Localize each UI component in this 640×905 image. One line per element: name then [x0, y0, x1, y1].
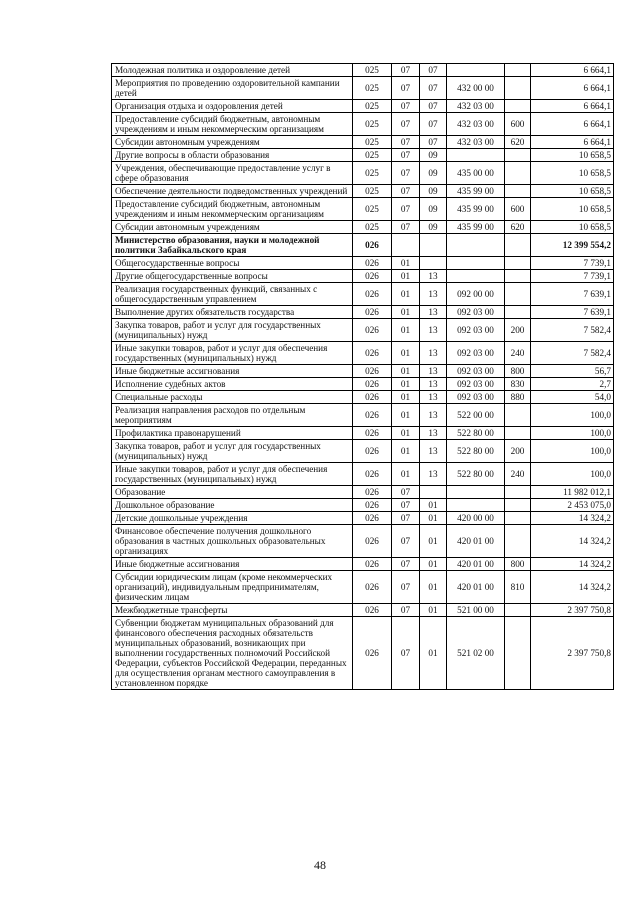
table-row — [112, 391, 614, 404]
table-row — [112, 365, 614, 378]
cell-amount: 6 664,1 — [531, 113, 614, 136]
cell-subsection: 13 — [420, 270, 447, 283]
table-row — [112, 486, 614, 499]
cell-expense-type — [505, 100, 531, 113]
cell-section: 07 — [392, 499, 420, 512]
cell-grbs: 026 — [353, 463, 392, 486]
cell-expense-type — [505, 257, 531, 270]
cell-grbs: 025 — [353, 162, 392, 185]
cell-amount: 100,0 — [531, 427, 614, 440]
cell-subsection — [420, 486, 447, 499]
cell-name: Мероприятия по проведению оздоровительной кампании детей — [112, 77, 353, 100]
cell-expense-type — [505, 427, 531, 440]
table-row — [112, 306, 614, 319]
cell-target-item: 435 99 00 — [447, 221, 505, 234]
cell-grbs: 026 — [353, 617, 392, 690]
table-row — [112, 100, 614, 113]
cell-name: Предоставление субсидий бюджетным, автономным учреждениям и иным некоммерческим организациям — [112, 198, 353, 221]
cell-target-item: 092 03 00 — [447, 365, 505, 378]
cell-name: Детские дошкольные учреждения — [112, 512, 353, 525]
cell-section: 01 — [392, 391, 420, 404]
cell-grbs: 025 — [353, 113, 392, 136]
cell-expense-type: 240 — [505, 463, 531, 486]
cell-grbs: 026 — [353, 283, 392, 306]
cell-subsection: 13 — [420, 463, 447, 486]
cell-section: 01 — [392, 342, 420, 365]
cell-expense-type — [505, 270, 531, 283]
cell-section: 07 — [392, 604, 420, 617]
cell-target-item: 432 03 00 — [447, 113, 505, 136]
cell-expense-type: 600 — [505, 113, 531, 136]
cell-grbs: 026 — [353, 512, 392, 525]
cell-target-item: 420 01 00 — [447, 525, 505, 558]
cell-subsection: 13 — [420, 342, 447, 365]
table-row — [112, 221, 614, 234]
cell-target-item: 092 03 00 — [447, 319, 505, 342]
cell-expense-type — [505, 64, 531, 77]
cell-name: Закупка товаров, работ и услуг для государственных (муниципальных) нужд — [112, 440, 353, 463]
cell-section — [392, 234, 420, 257]
cell-amount: 2,7 — [531, 378, 614, 391]
cell-name: Исполнение судебных актов — [112, 378, 353, 391]
cell-expense-type: 240 — [505, 342, 531, 365]
cell-name: Реализация направления расходов по отдельным мероприятиям — [112, 404, 353, 427]
cell-name: Субсидии юридическим лицам (кроме некоммерческих организаций), индивидуальным предпринимателям, физическим лицам — [112, 571, 353, 604]
cell-target-item — [447, 270, 505, 283]
cell-section: 01 — [392, 463, 420, 486]
cell-amount: 100,0 — [531, 463, 614, 486]
table-row — [112, 136, 614, 149]
cell-section: 07 — [392, 558, 420, 571]
cell-subsection: 13 — [420, 404, 447, 427]
table-row — [112, 427, 614, 440]
cell-grbs: 025 — [353, 77, 392, 100]
cell-grbs: 026 — [353, 499, 392, 512]
cell-subsection: 09 — [420, 162, 447, 185]
cell-section: 01 — [392, 306, 420, 319]
cell-name: Учреждения, обеспечивающие предоставление услуг в сфере образования — [112, 162, 353, 185]
cell-target-item: 435 99 00 — [447, 198, 505, 221]
cell-amount: 100,0 — [531, 440, 614, 463]
cell-amount: 7 582,4 — [531, 342, 614, 365]
cell-subsection: 01 — [420, 571, 447, 604]
table-row — [112, 499, 614, 512]
cell-grbs: 025 — [353, 64, 392, 77]
cell-section: 01 — [392, 378, 420, 391]
cell-amount: 12 399 554,2 — [531, 234, 614, 257]
cell-subsection: 13 — [420, 365, 447, 378]
cell-amount: 7 582,4 — [531, 319, 614, 342]
cell-amount: 7 739,1 — [531, 257, 614, 270]
cell-grbs: 026 — [353, 319, 392, 342]
cell-expense-type — [505, 283, 531, 306]
table-row — [112, 378, 614, 391]
cell-target-item: 092 03 00 — [447, 391, 505, 404]
table-row — [112, 604, 614, 617]
cell-name: Финансовое обеспечение получения дошкольного образования в частных дошкольных образовательных организациях — [112, 525, 353, 558]
cell-expense-type: 620 — [505, 221, 531, 234]
cell-section: 07 — [392, 221, 420, 234]
cell-target-item: 522 80 00 — [447, 440, 505, 463]
table-row — [112, 319, 614, 342]
cell-section: 07 — [392, 617, 420, 690]
cell-target-item: 521 02 00 — [447, 617, 505, 690]
cell-expense-type — [505, 77, 531, 100]
cell-subsection: 07 — [420, 77, 447, 100]
cell-expense-type — [505, 162, 531, 185]
cell-name: Иные бюджетные ассигнования — [112, 558, 353, 571]
cell-expense-type: 810 — [505, 571, 531, 604]
cell-target-item: 420 01 00 — [447, 558, 505, 571]
cell-expense-type — [505, 604, 531, 617]
cell-amount: 6 664,1 — [531, 77, 614, 100]
cell-grbs: 025 — [353, 198, 392, 221]
cell-grbs: 026 — [353, 558, 392, 571]
cell-name: Молодежная политика и оздоровление детей — [112, 64, 353, 77]
cell-section: 01 — [392, 427, 420, 440]
cell-name: Субвенции бюджетам муниципальных образований для финансового обеспечения расходных обязательств муниципальных образований, возникающих при выполнении государственных полномочий Российской Федерации, субъектов Российской Федерации, переданных для осуществления органам местного самоуправления в установленном порядке — [112, 617, 353, 690]
cell-target-item: 420 00 00 — [447, 512, 505, 525]
cell-subsection: 01 — [420, 558, 447, 571]
cell-grbs: 026 — [353, 404, 392, 427]
cell-subsection: 13 — [420, 306, 447, 319]
cell-target-item: 522 80 00 — [447, 463, 505, 486]
cell-section: 01 — [392, 270, 420, 283]
cell-name: Реализация государственных функций, связанных с общегосударственным управлением — [112, 283, 353, 306]
cell-amount: 10 658,5 — [531, 149, 614, 162]
cell-grbs: 025 — [353, 185, 392, 198]
cell-expense-type: 800 — [505, 558, 531, 571]
table-body — [112, 64, 614, 690]
cell-subsection: 01 — [420, 525, 447, 558]
cell-amount: 10 658,5 — [531, 221, 614, 234]
cell-name: Субсидии автономным учреждениям — [112, 221, 353, 234]
cell-subsection: 01 — [420, 499, 447, 512]
cell-grbs: 025 — [353, 136, 392, 149]
page-number: 48 — [314, 858, 326, 872]
table-row — [112, 342, 614, 365]
cell-subsection: 13 — [420, 391, 447, 404]
cell-target-item: 420 01 00 — [447, 571, 505, 604]
cell-expense-type: 600 — [505, 198, 531, 221]
cell-section: 07 — [392, 486, 420, 499]
cell-name: Иные закупки товаров, работ и услуг для обеспечения государственных (муниципальных) нужд — [112, 463, 353, 486]
cell-name: Межбюджетные трансферты — [112, 604, 353, 617]
table-row — [112, 77, 614, 100]
cell-grbs: 025 — [353, 149, 392, 162]
cell-section: 07 — [392, 100, 420, 113]
table-row — [112, 270, 614, 283]
cell-expense-type — [505, 512, 531, 525]
cell-amount: 6 664,1 — [531, 136, 614, 149]
budget-table — [111, 63, 614, 690]
cell-grbs: 026 — [353, 257, 392, 270]
table-row — [112, 525, 614, 558]
cell-target-item — [447, 499, 505, 512]
cell-grbs: 026 — [353, 365, 392, 378]
cell-subsection: 07 — [420, 64, 447, 77]
cell-subsection: 09 — [420, 149, 447, 162]
cell-expense-type — [505, 486, 531, 499]
cell-section: 01 — [392, 257, 420, 270]
cell-expense-type — [505, 234, 531, 257]
cell-target-item: 092 00 00 — [447, 283, 505, 306]
cell-subsection — [420, 257, 447, 270]
cell-amount: 14 324,2 — [531, 571, 614, 604]
cell-name: Общегосударственные вопросы — [112, 257, 353, 270]
cell-section: 01 — [392, 319, 420, 342]
cell-target-item — [447, 257, 505, 270]
table-row — [112, 440, 614, 463]
table-row — [112, 162, 614, 185]
cell-amount: 100,0 — [531, 404, 614, 427]
cell-amount: 6 664,1 — [531, 64, 614, 77]
cell-section: 01 — [392, 365, 420, 378]
cell-name: Образование — [112, 486, 353, 499]
cell-section: 01 — [392, 404, 420, 427]
cell-target-item: 432 03 00 — [447, 100, 505, 113]
cell-target-item: 432 03 00 — [447, 136, 505, 149]
cell-section: 07 — [392, 571, 420, 604]
cell-target-item: 092 03 00 — [447, 342, 505, 365]
cell-expense-type — [505, 404, 531, 427]
cell-grbs: 026 — [353, 342, 392, 365]
cell-section: 07 — [392, 512, 420, 525]
table-row — [112, 571, 614, 604]
cell-expense-type — [505, 499, 531, 512]
table-row — [112, 463, 614, 486]
cell-expense-type: 200 — [505, 440, 531, 463]
cell-section: 07 — [392, 185, 420, 198]
cell-section: 07 — [392, 149, 420, 162]
cell-grbs: 025 — [353, 221, 392, 234]
cell-amount: 54,0 — [531, 391, 614, 404]
table-row — [112, 558, 614, 571]
cell-subsection: 01 — [420, 512, 447, 525]
cell-section: 01 — [392, 283, 420, 306]
cell-grbs: 025 — [353, 100, 392, 113]
cell-expense-type: 880 — [505, 391, 531, 404]
cell-amount: 10 658,5 — [531, 185, 614, 198]
cell-subsection — [420, 234, 447, 257]
cell-name: Иные бюджетные ассигнования — [112, 365, 353, 378]
cell-name: Выполнение других обязательств государства — [112, 306, 353, 319]
cell-target-item — [447, 486, 505, 499]
cell-name: Субсидии автономным учреждениям — [112, 136, 353, 149]
cell-target-item: 522 80 00 — [447, 427, 505, 440]
cell-grbs: 026 — [353, 440, 392, 463]
cell-grbs: 026 — [353, 378, 392, 391]
cell-target-item: 092 03 00 — [447, 378, 505, 391]
cell-target-item: 521 00 00 — [447, 604, 505, 617]
cell-target-item: 092 03 00 — [447, 306, 505, 319]
cell-target-item — [447, 149, 505, 162]
cell-amount: 7 639,1 — [531, 306, 614, 319]
cell-name: Дошкольное образование — [112, 499, 353, 512]
table-row — [112, 512, 614, 525]
table-row — [112, 64, 614, 77]
cell-subsection: 09 — [420, 221, 447, 234]
cell-name: Закупка товаров, работ и услуг для государственных (муниципальных) нужд — [112, 319, 353, 342]
table-row — [112, 185, 614, 198]
cell-name: Предоставление субсидий бюджетным, автономным учреждениям и иным некоммерческим организациям — [112, 113, 353, 136]
cell-amount: 7 739,1 — [531, 270, 614, 283]
cell-grbs: 026 — [353, 270, 392, 283]
table-row — [112, 198, 614, 221]
table-row — [112, 617, 614, 690]
cell-grbs: 026 — [353, 427, 392, 440]
cell-target-item: 432 00 00 — [447, 77, 505, 100]
table-row — [112, 404, 614, 427]
cell-amount: 7 639,1 — [531, 283, 614, 306]
cell-section: 07 — [392, 113, 420, 136]
cell-target-item — [447, 234, 505, 257]
cell-target-item — [447, 64, 505, 77]
cell-name: Профилактика правонарушений — [112, 427, 353, 440]
cell-expense-type — [505, 525, 531, 558]
cell-section: 07 — [392, 198, 420, 221]
cell-section: 07 — [392, 77, 420, 100]
cell-section: 07 — [392, 525, 420, 558]
cell-section: 07 — [392, 136, 420, 149]
cell-subsection: 13 — [420, 283, 447, 306]
cell-grbs: 026 — [353, 391, 392, 404]
cell-section: 01 — [392, 440, 420, 463]
cell-name: Другие общегосударственные вопросы — [112, 270, 353, 283]
cell-target-item: 435 99 00 — [447, 185, 505, 198]
cell-grbs: 026 — [353, 486, 392, 499]
cell-expense-type: 620 — [505, 136, 531, 149]
cell-name: Министерство образования, науки и молодежной политики Забайкальского края — [112, 234, 353, 257]
cell-expense-type — [505, 617, 531, 690]
cell-subsection: 13 — [420, 378, 447, 391]
cell-amount: 2 397 750,8 — [531, 604, 614, 617]
cell-subsection: 09 — [420, 198, 447, 221]
cell-amount: 6 664,1 — [531, 100, 614, 113]
table-row — [112, 149, 614, 162]
cell-subsection: 01 — [420, 617, 447, 690]
cell-grbs: 026 — [353, 525, 392, 558]
cell-grbs: 026 — [353, 604, 392, 617]
cell-name: Специальные расходы — [112, 391, 353, 404]
cell-name: Обеспечение деятельности подведомственных учреждений — [112, 185, 353, 198]
cell-section: 07 — [392, 162, 420, 185]
cell-subsection: 13 — [420, 440, 447, 463]
table-row — [112, 113, 614, 136]
cell-expense-type: 200 — [505, 319, 531, 342]
cell-amount: 2 453 075,0 — [531, 499, 614, 512]
table-row — [112, 257, 614, 270]
cell-grbs: 026 — [353, 306, 392, 319]
table-row — [112, 234, 614, 257]
cell-name: Иные закупки товаров, работ и услуг для обеспечения государственных (муниципальных) нужд — [112, 342, 353, 365]
cell-expense-type: 830 — [505, 378, 531, 391]
cell-amount: 14 324,2 — [531, 525, 614, 558]
cell-expense-type: 800 — [505, 365, 531, 378]
cell-subsection: 07 — [420, 136, 447, 149]
cell-expense-type — [505, 306, 531, 319]
cell-grbs: 026 — [353, 234, 392, 257]
cell-subsection: 09 — [420, 185, 447, 198]
cell-amount: 10 658,5 — [531, 198, 614, 221]
cell-amount: 56,7 — [531, 365, 614, 378]
cell-amount: 10 658,5 — [531, 162, 614, 185]
cell-subsection: 07 — [420, 100, 447, 113]
cell-subsection: 01 — [420, 604, 447, 617]
cell-expense-type — [505, 149, 531, 162]
table-row — [112, 283, 614, 306]
cell-target-item: 522 00 00 — [447, 404, 505, 427]
cell-section: 07 — [392, 64, 420, 77]
cell-subsection: 13 — [420, 319, 447, 342]
cell-subsection: 07 — [420, 113, 447, 136]
cell-amount: 14 324,2 — [531, 558, 614, 571]
cell-amount: 14 324,2 — [531, 512, 614, 525]
cell-subsection: 13 — [420, 427, 447, 440]
cell-expense-type — [505, 185, 531, 198]
cell-name: Другие вопросы в области образования — [112, 149, 353, 162]
cell-target-item: 435 00 00 — [447, 162, 505, 185]
cell-amount: 2 397 750,8 — [531, 617, 614, 690]
cell-amount: 11 982 012,1 — [531, 486, 614, 499]
cell-name: Организация отдыха и оздоровления детей — [112, 100, 353, 113]
cell-grbs: 026 — [353, 571, 392, 604]
